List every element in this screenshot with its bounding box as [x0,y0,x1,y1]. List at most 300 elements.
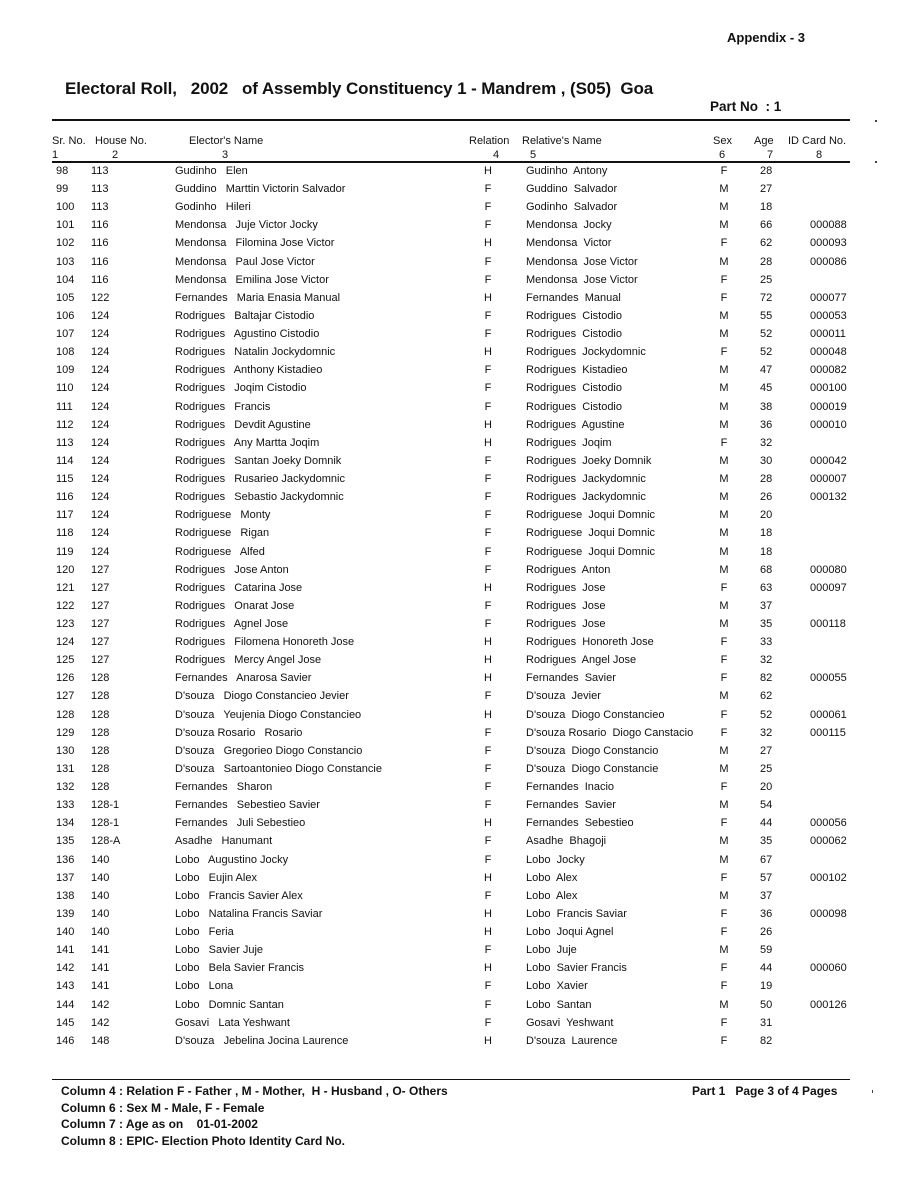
cell-sr-no: 115 [56,473,74,486]
footer-divider [52,1079,850,1080]
cell-relation: F [484,183,492,196]
cell-sr-no: 118 [56,527,74,540]
cell-relative-name: Fernandes Savier [526,799,616,812]
cell-id-card: 000086 [810,255,847,268]
cell-age: 27 [760,744,773,757]
cell-house-no: 124 [91,364,110,377]
cell-sex: M [719,998,729,1011]
cell-relation: F [484,853,492,866]
cell-sex: F [720,781,728,794]
scan-mark [872,1090,873,1093]
cell-age: 28 [760,165,773,177]
cell-age: 82 [760,672,773,685]
cell-id-card: 000088 [810,219,847,232]
cell-relative-name: Lobo Joqui Agnel [526,926,614,939]
cell-elector-name: Rodrigues Devdit Agustine [175,418,311,431]
cell-relation: F [484,545,492,558]
cell-age: 36 [760,418,773,431]
cell-sr-no: 142 [56,962,75,975]
cell-relative-name: Lobo Xavier [526,980,588,993]
cell-elector-name: Rodrigues Santan Joeky Domnik [175,454,342,467]
cell-id-card: 000019 [810,400,847,413]
header-sr-no: Sr. No. [52,135,86,147]
cell-house-no: 140 [91,926,110,939]
cell-relative-name: Fernandes Manual [526,291,621,304]
cell-house-no: 140 [91,907,110,920]
cell-relation: F [484,201,492,214]
cell-relative-name: Rodrigues Joqim [526,436,612,449]
cell-sr-no: 130 [56,744,75,757]
cell-relative-name: Lobo Juje [526,944,577,957]
cell-relation: H [484,418,492,431]
header-id-card: ID Card No. [788,135,847,147]
cell-relation: H [484,926,492,939]
cell-age: 36 [760,907,773,920]
cell-elector-name: Lobo Feria [175,926,234,939]
cell-relative-name: Rodrigues Anton [526,563,611,576]
cell-relative-name: Lobo Alex [526,871,578,884]
table-row [0,726,900,744]
table-row [0,617,900,635]
cell-sr-no: 124 [56,636,75,649]
cell-elector-name: Rodrigues Catarina Jose [175,581,303,594]
table-row [0,871,900,889]
cell-sr-no: 145 [56,1016,75,1029]
cell-sex: M [719,418,729,431]
cell-sr-no: 104 [56,273,75,286]
table-row [0,418,900,436]
cell-age: 54 [760,799,773,812]
cell-sex: F [720,926,728,939]
cell-sr-no: 137 [56,871,75,884]
cell-sr-no: 110 [56,382,74,395]
cell-sr-no: 128 [56,708,75,721]
cell-house-no: 128-1 [91,817,120,830]
cell-relative-name: Rodrigues Cistodio [526,400,622,413]
table-row [0,291,900,309]
cell-age: 25 [760,762,773,775]
cell-relative-name: Mendonsa Jose Victor [526,255,638,268]
cell-relation: H [484,817,492,830]
cell-sr-no: 114 [56,454,74,467]
cell-sex: M [719,563,729,576]
cell-age: 31 [760,1016,773,1029]
cell-house-no: 116 [91,255,109,268]
cell-sex: M [719,618,729,630]
cell-house-no: 116 [91,237,109,250]
cell-relative-name: Rodriguese Joqui Domnic [526,545,656,558]
cell-relation: F [484,690,492,703]
cell-elector-name: Rodrigues Mercy Angel Jose [175,654,322,667]
cell-id-card: 000100 [810,382,847,395]
table-row [0,273,900,291]
cell-sr-no: 111 [56,400,73,413]
cell-sex: M [719,219,729,232]
cell-relative-name: Asadhe Bhagoji [526,835,607,848]
table-row [0,816,900,834]
table-row [0,599,900,617]
cell-age: 30 [760,454,773,467]
cell-age: 38 [760,400,773,413]
cell-age: 32 [760,726,773,739]
cell-sex: F [720,291,728,304]
cell-relation: H [484,1034,492,1047]
cell-age: 27 [760,183,773,196]
cell-elector-name: Rodrigues Joqim Cistodio [175,382,307,395]
cell-sr-no: 100 [56,201,75,214]
cell-sex: F [720,346,728,359]
cell-elector-name: D'souza Gregorieo Diogo Constancio [175,744,363,757]
cell-relation: F [484,599,492,612]
cell-elector-name: D'souza Jebelina Jocina Laurence [175,1034,349,1047]
cell-sr-no: 133 [56,799,75,812]
cell-relative-name: D'souza Laurence [526,1034,618,1047]
cell-sr-no: 138 [56,889,75,902]
cell-relative-name: D'souza Diogo Constancio [526,744,659,757]
cell-relative-name: Godinho Salvador [526,201,618,214]
table-row [0,708,900,726]
cell-age: 50 [760,998,773,1011]
cell-sr-no: 139 [56,907,75,920]
cell-relative-name: Rodrigues Jockydomnic [526,346,646,359]
cell-relation: H [484,581,492,594]
table-row [0,943,900,961]
cell-relative-name: Fernandes Inacio [526,781,615,794]
cell-relative-name: Rodrigues Jose [526,618,606,630]
table-row [0,345,900,363]
cell-house-no: 113 [91,165,109,177]
cell-house-no: 124 [91,309,110,322]
cell-sex: M [719,382,729,395]
cell-sr-no: 99 [56,183,69,196]
cell-sex: M [719,201,729,214]
cell-id-card: 000060 [810,962,847,975]
cell-elector-name: Rodrigues Natalin Jockydomnic [175,346,336,359]
cell-relation: F [484,889,492,902]
footer-note: Column 7 : Age as on 01-01-2002 [61,1117,258,1131]
cell-sr-no: 98 [56,165,69,177]
table-row [0,164,900,182]
cell-sex: F [720,1016,728,1029]
cell-id-card: 000098 [810,907,847,920]
cell-age: 44 [760,817,773,830]
cell-relative-name: D'souza Jevier [526,690,601,703]
cell-sex: F [720,962,728,975]
cell-relative-name: D'souza Diogo Constancieo [526,708,665,721]
cell-house-no: 142 [91,998,110,1011]
table-row [0,853,900,871]
cell-sex: M [719,835,729,848]
cell-elector-name: Lobo Augustino Jocky [175,853,289,866]
cell-relative-name: Rodrigues Cistodio [526,309,622,322]
cell-sex: F [720,708,728,721]
cell-sr-no: 117 [56,509,74,522]
cell-relative-name: D'souza Rosario Diogo Canstacio [526,726,694,739]
cell-house-no: 141 [91,962,110,975]
cell-id-card: 000011 [810,328,846,341]
cell-relation: F [484,944,492,957]
cell-elector-name: Rodriguese Monty [175,509,271,522]
cell-sr-no: 103 [56,255,75,268]
cell-relation: H [484,436,492,449]
header-col-num: 8 [816,149,823,161]
cell-relative-name: D'souza Diogo Constancie [526,762,659,775]
cell-sex: M [719,364,729,377]
table-row [0,563,900,581]
header-col-num: 5 [530,149,537,161]
cell-elector-name: Rodrigues Agnel Jose [175,618,289,630]
cell-sex: M [719,944,729,957]
table-row [0,979,900,997]
cell-relation: F [484,998,492,1011]
cell-relation: H [484,708,492,721]
cell-relative-name: Rodrigues Honoreth Jose [526,636,654,649]
cell-sr-no: 131 [56,762,75,775]
cell-sr-no: 135 [56,835,75,848]
cell-house-no: 127 [91,563,110,576]
cell-elector-name: Lobo Bela Savier Francis [175,962,305,975]
cell-elector-name: Rodrigues Francis [175,400,271,413]
part-number: Part No : 1 [710,99,782,114]
cell-sr-no: 123 [56,618,75,630]
cell-sr-no: 144 [56,998,75,1011]
table-row [0,961,900,979]
cell-house-no: 124 [91,509,110,522]
footer-note: Column 6 : Sex M - Male, F - Female [61,1101,265,1115]
cell-relative-name: Lobo Francis Saviar [526,907,627,920]
cell-sex: M [719,853,729,866]
cell-relative-name: Rodrigues Jackydomnic [526,473,646,486]
cell-sr-no: 141 [56,944,75,957]
cell-age: 19 [760,980,773,993]
cell-relation: H [484,165,492,177]
header-house-no: House No. [95,135,147,147]
cell-elector-name: Rodrigues Rusarieo Jackydomnic [175,473,345,486]
cell-id-card: 000126 [810,998,847,1011]
cell-sex: M [719,255,729,268]
cell-sex: F [720,817,728,830]
cell-relation: F [484,781,492,794]
cell-sex: F [720,654,728,667]
cell-relation: H [484,672,492,685]
header-col-num: 6 [719,149,726,161]
cell-sex: F [720,636,728,649]
table-row [0,671,900,689]
cell-sr-no: 136 [56,853,75,866]
table-row [0,834,900,852]
cell-elector-name: Rodrigues Onarat Jose [175,599,295,612]
cell-age: 62 [760,690,773,703]
cell-sex: M [719,509,729,522]
cell-relation: F [484,400,492,413]
cell-age: 28 [760,255,773,268]
table-row [0,490,900,508]
cell-age: 52 [760,328,773,341]
cell-elector-name: Rodrigues Jose Anton [175,563,289,576]
cell-age: 28 [760,473,773,486]
cell-elector-name: Fernandes Sharon [175,781,273,794]
cell-age: 52 [760,708,773,721]
cell-house-no: 124 [91,346,110,359]
cell-id-card: 000062 [810,835,847,848]
cell-house-no: 128 [91,690,110,703]
cell-relation: F [484,382,492,395]
cell-relative-name: Fernandes Sebestieo [526,817,634,830]
cell-relation: F [484,563,492,576]
cell-relative-name: Gudinho Antony [526,165,608,177]
cell-sr-no: 113 [56,436,74,449]
cell-elector-name: Rodriguese Alfed [175,545,265,558]
cell-elector-name: Mendonsa Juje Victor Jocky [175,219,318,232]
cell-sex: M [719,491,729,504]
header-age: Age [754,135,774,147]
cell-elector-name: Rodrigues Any Martta Joqim [175,436,320,449]
table-row [0,545,900,563]
cell-elector-name: Lobo Domnic Santan [175,998,284,1011]
table-row [0,689,900,707]
header-divider [52,161,850,163]
cell-elector-name: Fernandes Sebestieo Savier [175,799,320,812]
cell-sex: M [719,799,729,812]
cell-sr-no: 105 [56,291,75,304]
cell-elector-name: Rodrigues Sebastio Jackydomnic [175,491,344,504]
cell-house-no: 127 [91,599,110,612]
cell-age: 59 [760,944,773,957]
cell-house-no: 122 [91,291,110,304]
cell-house-no: 124 [91,418,110,431]
cell-sr-no: 134 [56,817,75,830]
cell-elector-name: Rodrigues Filomena Honoreth Jose [175,636,355,649]
cell-age: 63 [760,581,773,594]
cell-sex: M [719,473,729,486]
cell-relative-name: Rodriguese Joqui Domnic [526,527,656,540]
cell-relative-name: Rodrigues Jose [526,599,606,612]
cell-house-no: 124 [91,473,110,486]
table-row [0,1034,900,1052]
cell-age: 20 [760,509,773,522]
cell-relation: H [484,346,492,359]
cell-relative-name: Rodriguese Joqui Domnic [526,509,656,522]
cell-relative-name: Gosavi Yeshwant [526,1016,614,1029]
table-row [0,780,900,798]
header-col-num: 2 [112,149,119,161]
cell-age: 66 [760,219,773,232]
table-row [0,400,900,418]
table-row [0,309,900,327]
table-row [0,436,900,454]
cell-age: 18 [760,527,773,540]
cell-id-card: 000118 [810,618,846,630]
cell-house-no: 116 [91,219,109,232]
cell-relation: H [484,871,492,884]
cell-relative-name: Lobo Santan [526,998,592,1011]
table-row [0,907,900,925]
cell-elector-name: Fernandes Anarosa Savier [175,672,312,685]
table-row [0,454,900,472]
cell-elector-name: Guddino Marttin Victorin Salvador [175,183,346,196]
cell-house-no: 124 [91,436,110,449]
header-relation: Relation [469,135,510,147]
cell-sex: M [719,328,729,341]
cell-relation: H [484,636,492,649]
cell-house-no: 116 [91,273,109,286]
cell-house-no: 124 [91,328,110,341]
cell-id-card: 000055 [810,672,847,685]
cell-sr-no: 119 [56,545,74,558]
cell-age: 57 [760,871,773,884]
cell-sex: M [719,183,729,196]
cell-elector-name: D'souza Sartoantonieo Diogo Constancie [175,762,382,775]
footer-note: Column 8 : EPIC- Election Photo Identity Card No. [61,1134,346,1148]
cell-sr-no: 146 [56,1034,75,1047]
table-row [0,508,900,526]
cell-house-no: 141 [91,944,110,957]
cell-sr-no: 127 [56,690,75,703]
cell-id-card: 000097 [810,581,847,594]
cell-sex: F [720,237,728,250]
cell-sex: F [720,581,728,594]
cell-elector-name: Godinho Hileri [175,201,251,214]
cell-sex: F [720,907,728,920]
cell-relation: F [484,744,492,757]
cell-sex: F [720,165,728,177]
cell-house-no: 127 [91,581,110,594]
cell-elector-name: D'souza Yeujenia Diogo Constancieo [175,708,362,721]
cell-relative-name: Lobo Alex [526,889,578,902]
cell-age: 26 [760,926,773,939]
table-row [0,762,900,780]
table-row [0,581,900,599]
cell-age: 18 [760,201,773,214]
cell-house-no: 140 [91,871,110,884]
cell-id-card: 000080 [810,563,847,576]
cell-age: 35 [760,835,773,848]
table-row [0,472,900,490]
cell-house-no: 127 [91,618,110,630]
scan-mark [875,120,877,122]
cell-sr-no: 107 [56,328,75,341]
cell-age: 20 [760,781,773,794]
header-sex: Sex [713,135,732,147]
cell-elector-name: Fernandes Juli Sebestieo [175,817,306,830]
cell-age: 67 [760,853,773,866]
table-row [0,255,900,273]
cell-age: 18 [760,545,773,558]
cell-relation: F [484,309,492,322]
table-row [0,889,900,907]
cell-house-no: 128 [91,762,110,775]
cell-id-card: 000053 [810,309,847,322]
cell-house-no: 141 [91,980,110,993]
cell-sr-no: 106 [56,309,75,322]
table-row [0,635,900,653]
footer-note: Column 4 : Relation F - Father , M - Mother, H - Husband , O- Others [61,1084,448,1098]
cell-sr-no: 126 [56,672,75,685]
cell-sr-no: 108 [56,346,75,359]
cell-sex: F [720,980,728,993]
cell-sr-no: 101 [56,219,75,232]
table-row [0,798,900,816]
cell-sex: M [719,400,729,413]
cell-id-card: 000007 [810,473,847,486]
cell-elector-name: Lobo Savier Juje [175,944,264,957]
table-row [0,363,900,381]
cell-sex: M [719,527,729,540]
cell-age: 62 [760,237,773,250]
cell-age: 47 [760,364,773,377]
cell-elector-name: Lobo Lona [175,980,234,993]
cell-relation: H [484,237,492,250]
